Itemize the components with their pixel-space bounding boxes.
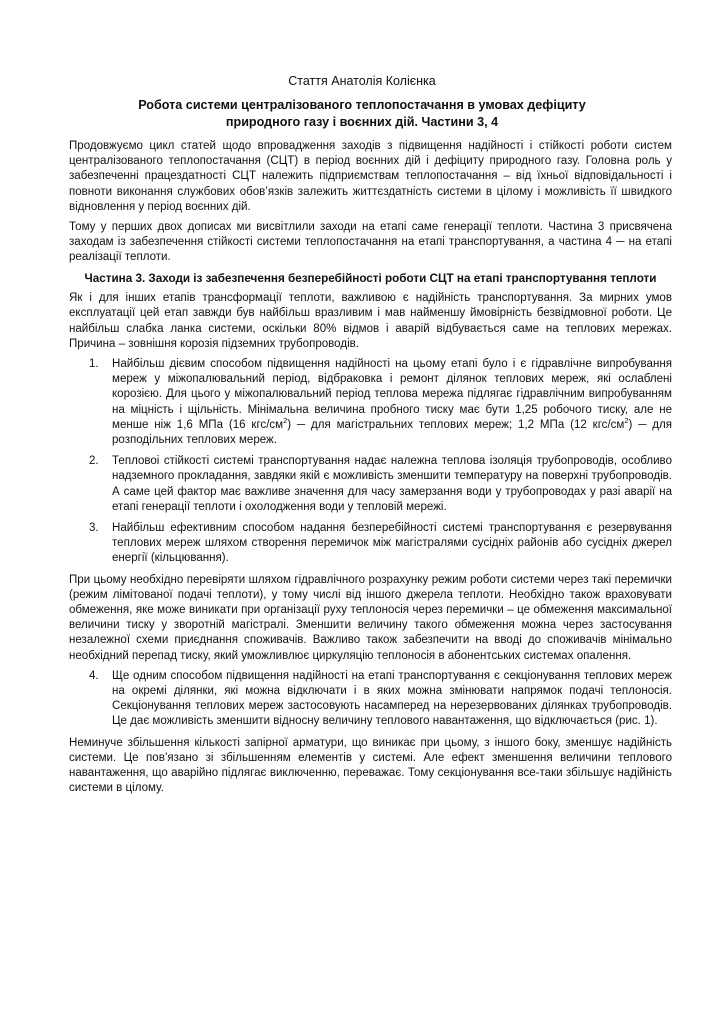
article-byline: Стаття Анатолія Колієнка xyxy=(288,74,436,88)
list-item-text: Ще одним способом підвищення надійності на етапі транспортування є секціонування теплових мереж на окремі ділянки, які можна відключати і в яких можна змінювати напрямок подачі теплоносія. Секціонування теплових мереж застосовують насамперед на нерезервованих ділянках трубопроводів. Це дає можливість зменшити відносну величину теплового навантаження, що відключається (рис. 1). xyxy=(112,669,672,728)
list-item-number: 2. xyxy=(89,455,99,468)
list-item-number: 4. xyxy=(89,669,99,682)
intro-paragraph-1: Продовжуємо цикл статей щодо впровадження заходів з підвищення надійності і стійкості роботи систем централізованого теплопостачання (СЦТ) в період воєнних дій і дефіциту природного газу. Головна роль у забезпеченні працездатності СЦТ належить підприємствам теплопостачання – від їхньої відповідальності і повноти виконання службових обов’язків залежить життєздатність системи в цілому і можливість її швидкого відновлення у період воєнних дій. xyxy=(69,140,672,213)
section-paragraph-2: При цьому необхідно перевіряти шляхом гідравлічного розрахунку режим роботи системи через такі перемички (режим лімітованої подачі теплоти), у тому числі від іншого джерела теплоти. Необхідно також враховувати обмеження, яке може виникати при організації руху теплоносія через перемички – це обмеження максимальної величини тиску у зворотній магістралі. Зменшити величину такого обмеження можна через застосування незалежної схеми приєднання споживачів. Важливо також забезпечити на вводі до споживачів мінімально необхідний перепад тиску, який уможливлює циркуляцію теплоносія в абонентських системах опалення. xyxy=(69,573,672,662)
section-paragraph-1: Як і для інших етапів трансформації теплоти, важливою є надійність транспортування. За мирних умов експлуатації цей етап завжди був найбільш вразливим і мав найменшу ймовірність безвідмовної роботи. Це найбільш слабка ланка системи, оскільки 80% відмов і аварій відбувається саме на теплових мережах. Причина – зовнішня корозія підземних трубопроводів. xyxy=(69,292,672,350)
list-item xyxy=(69,357,672,448)
list-item-number: 1. xyxy=(89,357,99,370)
article-title: Робота системи централізованого теплопостачання в умовах дефіциту природного газу і воєнних дій. Частини 3, 4 xyxy=(138,98,586,129)
list-item-text: Тепловоі стійкості системі транспортування надає належна теплова ізоляція трубопроводів, особливо надземного прокладання, завдяки якій є можливість зменшити температуру на поверхні трубопроводів. А саме цей фактор має важливе значення для часу замерзання води у трубопроводах у разі аварії на етапі генерації теплоти і охолодження води у тепловій мережі. xyxy=(112,455,672,513)
list-item xyxy=(69,454,672,515)
section-paragraph-3: Неминуче збільшення кількості запірної арматури, що виникає при цьому, з іншого боку, зменшує надійність системи. Це пов’язано зі збільшенням елементів у системі. Але ефект зменшення величини теплового навантаження, що аварійно підлягає виключенню, переважає. Тому секціонування все-таки збільшує надійність системи в цілому. xyxy=(69,736,672,795)
section-heading: Частина 3. Заходи із забезпечення безперебійності роботи СЦТ на етапі транспортування теплоти xyxy=(84,271,657,285)
list-item-text: Найбільш ефективним способом надання безперебійності системі транспортування є резервування теплових мереж шляхом створення перемичок між магістралями сусідніх районів або сусідніх джерел енергії (кільцювання). xyxy=(112,521,672,565)
list-item xyxy=(69,669,672,730)
list-item-text: Найбільш дієвим способом підвищення надійності на цьому етапі було і є гідравлічне випробування мереж у міжопалювальний період, відбраковка і ремонт ділянок теплових мереж, які ослаблені корозією. Для цього у міжопалювальний період теплова мережа підлягає гідравлічним випробуванням на міцність і щільність. Мінімальна величина пробного тиску має бути 1,25 робочого тиску, але не менше ніж 1,6 МПа (16 кгс/$см^2$) ─ для магістральних теплових мереж; 1,2 МПа (12 кгс/$см^2$) ─ для розподільних теплових мереж. xyxy=(112,357,673,446)
measures-list xyxy=(69,357,672,567)
article-body xyxy=(69,139,672,801)
list-item xyxy=(69,521,672,567)
intro-paragraph-2: Тому у перших двох дописах ми висвітлили заходи на етапі саме генерації теплоти. Частина 3 присвячена заходам із забезпечення стійкості системи теплопостачання на етапі транспортування, а частина 4 ─ на етапі реалізації теплоти. xyxy=(69,221,672,264)
measures-list-continued xyxy=(69,669,672,730)
list-item-number: 3. xyxy=(89,521,99,534)
